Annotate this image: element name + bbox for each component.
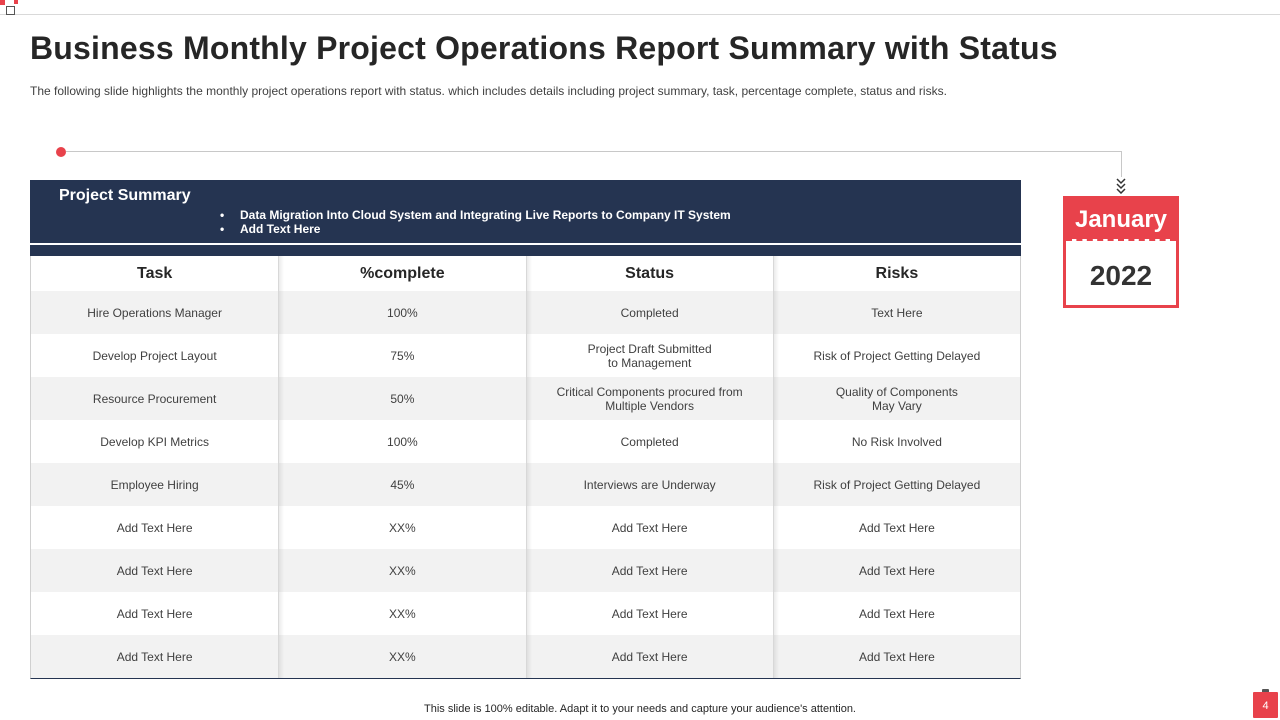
table-row [31, 592, 1020, 635]
table-row [31, 291, 1020, 334]
table-row [31, 549, 1020, 592]
complete-cell: 50% [278, 377, 525, 420]
table-row [31, 506, 1020, 549]
complete-cell: XX% [278, 592, 525, 635]
complete-cell: 100% [278, 291, 525, 334]
status-cell: Project Draft Submitted to Management [526, 334, 773, 377]
table-row [31, 420, 1020, 463]
task-cell: Hire Operations Manager [87, 305, 222, 320]
status-cell: Interviews are Underway [526, 463, 773, 506]
calendar-month: January [1066, 199, 1176, 239]
task-cell: Add Text Here [116, 520, 193, 535]
top-divider [0, 14, 1280, 15]
task-cell: Develop KPI Metrics [100, 434, 209, 449]
status-cell: Add Text Here [526, 592, 773, 635]
risk-cell: Text Here [773, 291, 1020, 334]
status-cell: Completed [526, 420, 773, 463]
complete-cell: XX% [278, 635, 525, 678]
calendar-year: 2022 [1066, 239, 1176, 305]
timeline-line [66, 151, 1121, 152]
risk-cell: Add Text Here [773, 592, 1020, 635]
page-number-badge: 4 [1253, 692, 1278, 718]
status-table [30, 256, 1021, 679]
complete-cell: 75% [278, 334, 525, 377]
task-cell: Add Text Here [116, 606, 193, 621]
task-cell: Develop Project Layout [92, 348, 217, 363]
column-header-complete: %complete [278, 256, 525, 291]
risk-cell: Quality of Components May Vary [773, 377, 1020, 420]
timeline-connector [1121, 151, 1122, 177]
project-summary-list [220, 208, 731, 236]
status-cell: Critical Components procured from Multiple Vendors [526, 377, 773, 420]
timeline-dot [56, 147, 66, 157]
complete-cell: 100% [278, 420, 525, 463]
column-header-task: Task [136, 264, 173, 282]
corner-marker [0, 0, 14, 14]
status-cell: Add Text Here [526, 549, 773, 592]
status-cell: Add Text Here [526, 635, 773, 678]
risk-cell: No Risk Involved [773, 420, 1020, 463]
project-summary-banner [30, 180, 1021, 243]
risk-cell: Risk of Project Getting Delayed [773, 334, 1020, 377]
column-header-risks: Risks [773, 256, 1020, 291]
project-summary-bullet: • Add Text Here [220, 222, 731, 236]
task-cell: Resource Procurement [92, 391, 217, 406]
table-row [31, 377, 1020, 420]
summary-divider [30, 245, 1021, 256]
risk-cell: Add Text Here [773, 506, 1020, 549]
table-row [31, 334, 1020, 377]
project-summary-heading: Project Summary [59, 187, 191, 204]
status-cell: Completed [526, 291, 773, 334]
footer-note: This slide is 100% editable. Adapt it to your needs and capture your audience's attention. [424, 703, 856, 715]
complete-cell: XX% [278, 549, 525, 592]
double-chevron-down-icon [1114, 176, 1128, 194]
status-cell: Add Text Here [526, 506, 773, 549]
complete-cell: XX% [278, 506, 525, 549]
table-row [31, 635, 1020, 678]
risk-cell: Add Text Here [773, 549, 1020, 592]
table-row [31, 463, 1020, 506]
calendar-card [1063, 196, 1179, 308]
page-title: Business Monthly Project Operations Report Summary with Status [30, 30, 1058, 66]
task-cell: Employee Hiring [110, 477, 199, 492]
risk-cell: Add Text Here [773, 635, 1020, 678]
project-summary-bullet: • Data Migration Into Cloud System and Integrating Live Reports to Company IT System [220, 208, 731, 222]
risk-cell: Risk of Project Getting Delayed [773, 463, 1020, 506]
task-cell: Add Text Here [116, 649, 193, 664]
table-header-row [31, 256, 1020, 291]
complete-cell: 45% [278, 463, 525, 506]
page-subtitle: The following slide highlights the monthly project operations report with status. which includes details including project summary, task, percentage complete, status and risks. [30, 84, 947, 98]
column-header-status: Status [526, 256, 773, 291]
task-cell: Add Text Here [116, 563, 193, 578]
